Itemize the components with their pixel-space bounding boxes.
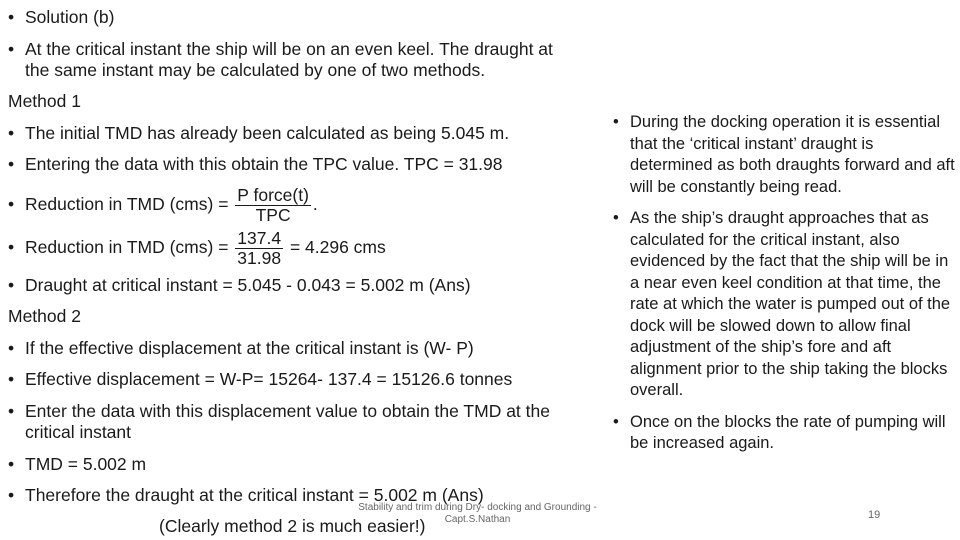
reduction1-denominator: TPC — [255, 204, 291, 225]
reduction1-tail: . — [312, 194, 318, 214]
effective-displacement-calc: • Effective displacement = W-P= 15264- 137.4 = 15126.6 tonnes — [25, 369, 512, 390]
reduction2-denominator: 31.98 — [237, 247, 282, 268]
footer-text-line1: Stability and trim during Dry- docking and Grounding - — [358, 502, 597, 513]
reduction2-numerator: 137.4 — [237, 227, 282, 248]
reduction1-label: Reduction in TMD (cms) = — [25, 194, 234, 214]
therefore-line: • Therefore the draught at the critical instant = 5.002 m (Ans) — [25, 485, 484, 506]
critical-instant-line1: • At the critical instant the ship will be on an even keel. The draught at — [25, 39, 553, 60]
footer-text-line2: Capt.S.Nathan — [444, 514, 511, 525]
right-bullet-list — [630, 112, 956, 465]
right-bullet-item: • As the ship’s draught approaches that as calculated for the critical instant, also evidenced by the fact that the ship will be in a near even keel condition at that time, the rate at which the water is pumped out of the dock will be slowed down to allow final adjustment of the ship’s fore and aft alignment prior to the ship taking the blocks overall. — [630, 208, 956, 402]
reduction-formula-2 — [25, 227, 386, 268]
critical-instant-line2: the same instant may be calculated by one of two methods. — [25, 60, 486, 80]
reduction1-fraction — [235, 186, 311, 225]
solution-heading: • Solution (b) — [25, 7, 115, 28]
clearly-method2-note: (Clearly method 2 is much easier!) — [159, 516, 426, 536]
slide-footer — [340, 502, 615, 526]
initial-tmd: • The initial TMD has already been calculated as being 5.045 m. — [25, 123, 509, 144]
right-bullet-item: • During the docking operation it is essential that the ‘critical instant’ draught is determined as both draughts forward and aft will be constantly being read. — [630, 112, 956, 198]
reduction2-fraction — [235, 229, 283, 268]
right-bullet-item: • Once on the blocks the rate of pumping will be increased again. — [630, 412, 956, 455]
reduction1-numerator: P force(t) — [237, 184, 309, 205]
tmd-result: • TMD = 5.002 m — [25, 454, 146, 475]
effective-displacement-if: • If the effective displacement at the critical instant is (W- P) — [25, 338, 474, 359]
reduction-formula-1 — [25, 184, 318, 225]
enter-data-line1: • Enter the data with this displacement value to obtain the TMD at the — [25, 401, 550, 422]
method2-heading: Method 2 — [8, 306, 81, 326]
page-number: 19 — [868, 509, 881, 521]
reduction2-label: Reduction in TMD (cms) = — [25, 237, 234, 257]
method1-heading: Method 1 — [8, 91, 81, 111]
draught-critical-instant: • Draught at critical instant = 5.045 - 0.043 = 5.002 m (Ans) — [25, 275, 471, 296]
reduction2-tail: = 4.296 cms — [285, 237, 386, 257]
enter-data-line2: critical instant — [25, 422, 132, 442]
tpc-line: • Entering the data with this obtain the TPC value. TPC = 31.98 — [25, 154, 503, 175]
